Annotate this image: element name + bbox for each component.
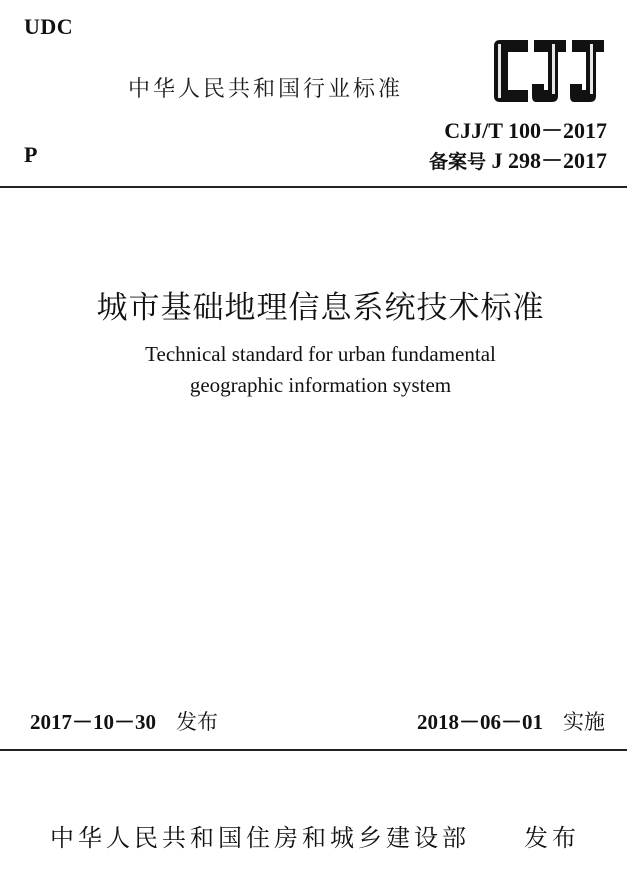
issue-verb: 发布 [176, 710, 218, 734]
issue-date: 2017－10－30 [30, 710, 156, 734]
publisher-name: 中华人民共和国住房和城乡建设部 [50, 824, 470, 852]
publish-verb: 发布 [524, 824, 580, 852]
implementation-verb: 实施 [563, 710, 605, 734]
title-english-line-2: geographic information system [189, 373, 452, 397]
category-letter: P [24, 142, 38, 167]
implementation-date-block [417, 706, 605, 736]
implementation-date: 2018－06－01 [417, 710, 543, 734]
issue-date-block [30, 706, 218, 736]
industry-standard-heading: 中华人民共和国行业标准 [128, 77, 404, 102]
title-english-line-1: Technical standard for urban fundamental [145, 342, 496, 366]
filing-record [429, 144, 607, 175]
top-divider [0, 186, 627, 188]
bottom-divider [0, 749, 627, 751]
standard-code: CJJ/T 100－2017 [444, 118, 607, 143]
cjj-logo [488, 38, 608, 104]
filing-number: J 298－2017 [491, 148, 607, 173]
filing-label: 备案号 [428, 151, 486, 173]
udc-label: UDC [24, 14, 74, 39]
title-chinese: 城市基础地理信息系统技术标准 [96, 290, 545, 326]
